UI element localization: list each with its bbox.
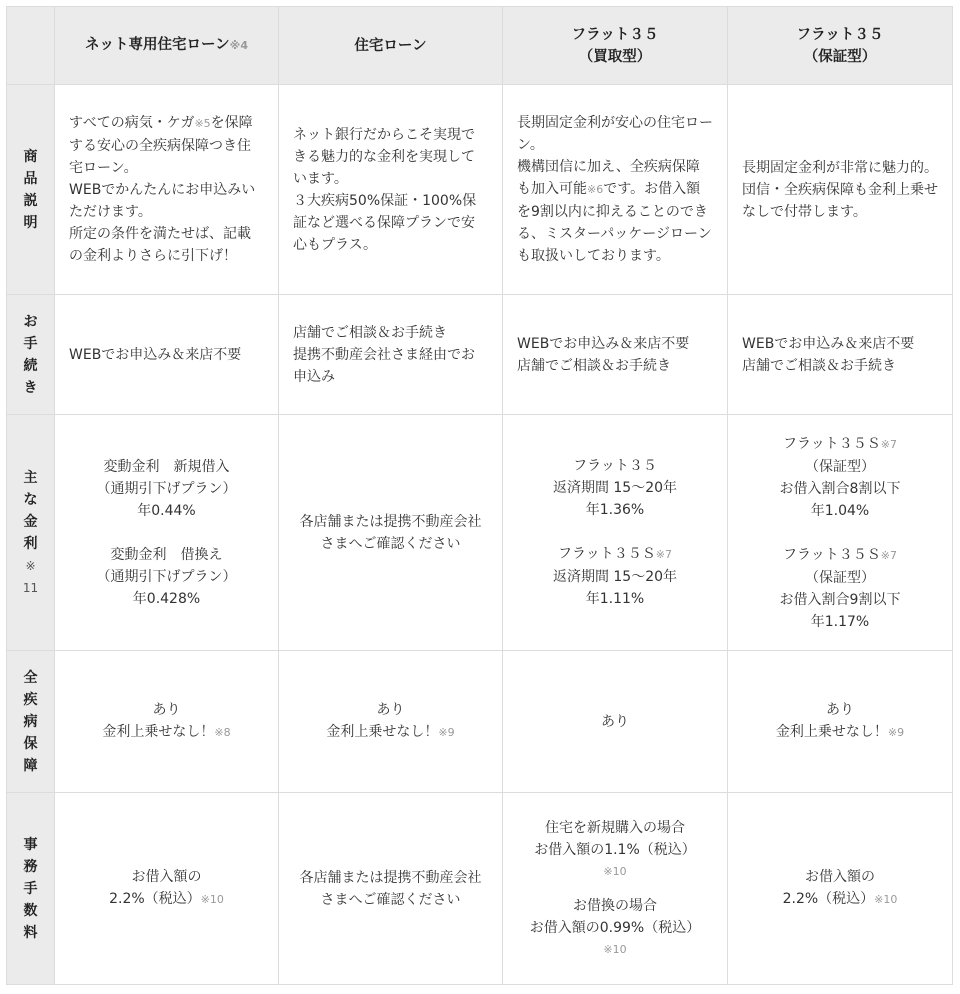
header-flat35-label: フラット３５ — [571, 26, 659, 43]
row-main-rates — [7, 415, 953, 651]
row-disease-coverage — [7, 651, 953, 793]
row-product-description — [7, 85, 953, 295]
rate-flat35: 年1.36% — [585, 502, 645, 518]
rate-flat35s-80: 年1.04% — [810, 502, 870, 519]
header-purchase-type-label: （買取型） — [578, 48, 652, 65]
cell-proc-flat35-guarantee: WEBでお申込み＆来店不要 店舗でご相談＆お手続き — [728, 295, 953, 415]
note-10: ※10 — [603, 942, 627, 956]
note-7: ※7 — [880, 437, 897, 451]
note-11: ※11 — [22, 558, 39, 595]
rate-flat35s: 年1.11% — [585, 591, 645, 607]
note-10: ※10 — [200, 893, 224, 906]
cell-ins-net-loan: あり 金利上乗せなし！※8 — [55, 651, 279, 793]
header-housing-loan — [279, 7, 503, 85]
cell-proc-housing-loan: 店舗でご相談＆お手続き 提携不動産会社さま経由でお申込み — [279, 295, 503, 415]
note-8: ※8 — [214, 726, 231, 739]
row-admin-fee — [7, 793, 953, 985]
header-flat35-guarantee — [728, 7, 953, 85]
header-housing-loan-label: 住宅ローン — [354, 37, 427, 54]
row-label-admin-fee: 事務手数料 — [7, 793, 55, 985]
header-flat35-label: フラット３５ — [796, 26, 884, 43]
cell-ins-flat35-guarantee: あり 金利上乗せなし！※9 — [728, 651, 953, 793]
cell-fee-flat35-guarantee: お借入額の 2.2%（税込）※10 — [728, 793, 953, 985]
row-label-product-description: 商品説明 — [7, 85, 55, 295]
rate-variable-refinance: 年0.428% — [132, 590, 201, 607]
cell-rate-housing-loan: 各店舗または提携不動産会社さまへご確認ください — [279, 415, 503, 651]
row-label-disease-coverage: 全疾病保障 — [7, 651, 55, 793]
note-7: ※7 — [880, 548, 897, 562]
cell-rate-net-loan: 変動金利 新規借入 （通期引下げプラン） 年0.44% 変動金利 借換え （通期引下げプラン） 年0.428% — [55, 415, 279, 651]
cell-fee-flat35-purchase: 住宅を新規購入の場合 お借入額の1.1%（税込） ※10 お借換の場合 お借入額の0.99%（税込） ※10 — [503, 793, 728, 985]
cell-desc-flat35-purchase: 長期固定金利が安心の住宅ローン。 機構団信に加え、全疾病保障も加入可能※6です。お借入額を9割以内に抑えることのできる、ミスターパッケージローンも取扱いしております。 — [503, 85, 728, 295]
header-flat35-purchase — [503, 7, 728, 85]
row-label-main-rates: 主な金利※11 — [7, 415, 55, 651]
header-net-loan-label: ネット専用住宅ローン — [84, 37, 230, 53]
cell-proc-net-loan: WEBでお申込み＆来店不要 — [55, 295, 279, 415]
row-procedure — [7, 295, 953, 415]
note-7: ※7 — [655, 548, 672, 561]
comparison-table-wrapper — [6, 6, 952, 985]
cell-proc-flat35-purchase: WEBでお申込み＆来店不要 店舗でご相談＆お手続き — [503, 295, 728, 415]
cell-fee-net-loan: お借入額の 2.2%（税込）※10 — [55, 793, 279, 985]
loan-comparison-table — [6, 6, 953, 985]
rate-flat35s-90: 年1.17% — [810, 613, 870, 630]
header-note-4: ※4 — [229, 39, 249, 52]
cell-desc-housing-loan: ネット銀行だからこそ実現できる魅力的な金利を実現しています。 ３大疾病50%保証・100%保証など選べる保障プランで安心もプラス。 — [279, 85, 503, 295]
note-5: ※5 — [194, 117, 211, 130]
cell-desc-net-loan: すべての病気・ケガ※5を保障する安心の全疾病保障つき住宅ローン。 WEBでかんたんにお申込みいただけます。 所定の条件を満たせば、記載の金利よりさらに引下げ！ — [55, 85, 279, 295]
note-6: ※6 — [587, 183, 604, 196]
header-row — [7, 7, 953, 85]
note-9: ※9 — [887, 726, 905, 739]
cell-ins-housing-loan: あり 金利上乗せなし！※9 — [279, 651, 503, 793]
header-corner — [7, 7, 55, 85]
header-guarantee-type-label: （保証型） — [803, 48, 877, 65]
cell-rate-flat35-guarantee: フラット３５Ｓ※7 （保証型） お借入割合8割以下 年1.04% フラット３５Ｓ※7 （保証型） お借入割合9割以下 年1.17% — [728, 415, 953, 651]
note-10: ※10 — [603, 864, 627, 878]
cell-rate-flat35-purchase: フラット３５ 返済期間 15～20年 年1.36% フラット３５Ｓ※7 返済期間 15～20年 年1.11% — [503, 415, 728, 651]
cell-ins-flat35-purchase: あり — [503, 651, 728, 793]
row-label-procedure: お手続き — [7, 295, 55, 415]
rate-variable-new: 年0.44% — [137, 502, 196, 519]
note-10: ※10 — [874, 893, 898, 906]
note-9: ※9 — [438, 726, 455, 739]
header-net-loan — [55, 7, 279, 85]
cell-desc-flat35-guarantee: 長期固定金利が非常に魅力的。 団信・全疾病保障も金利上乗せなしで付帯します。 — [728, 85, 953, 295]
cell-fee-housing-loan: 各店舗または提携不動産会社さまへご確認ください — [279, 793, 503, 985]
